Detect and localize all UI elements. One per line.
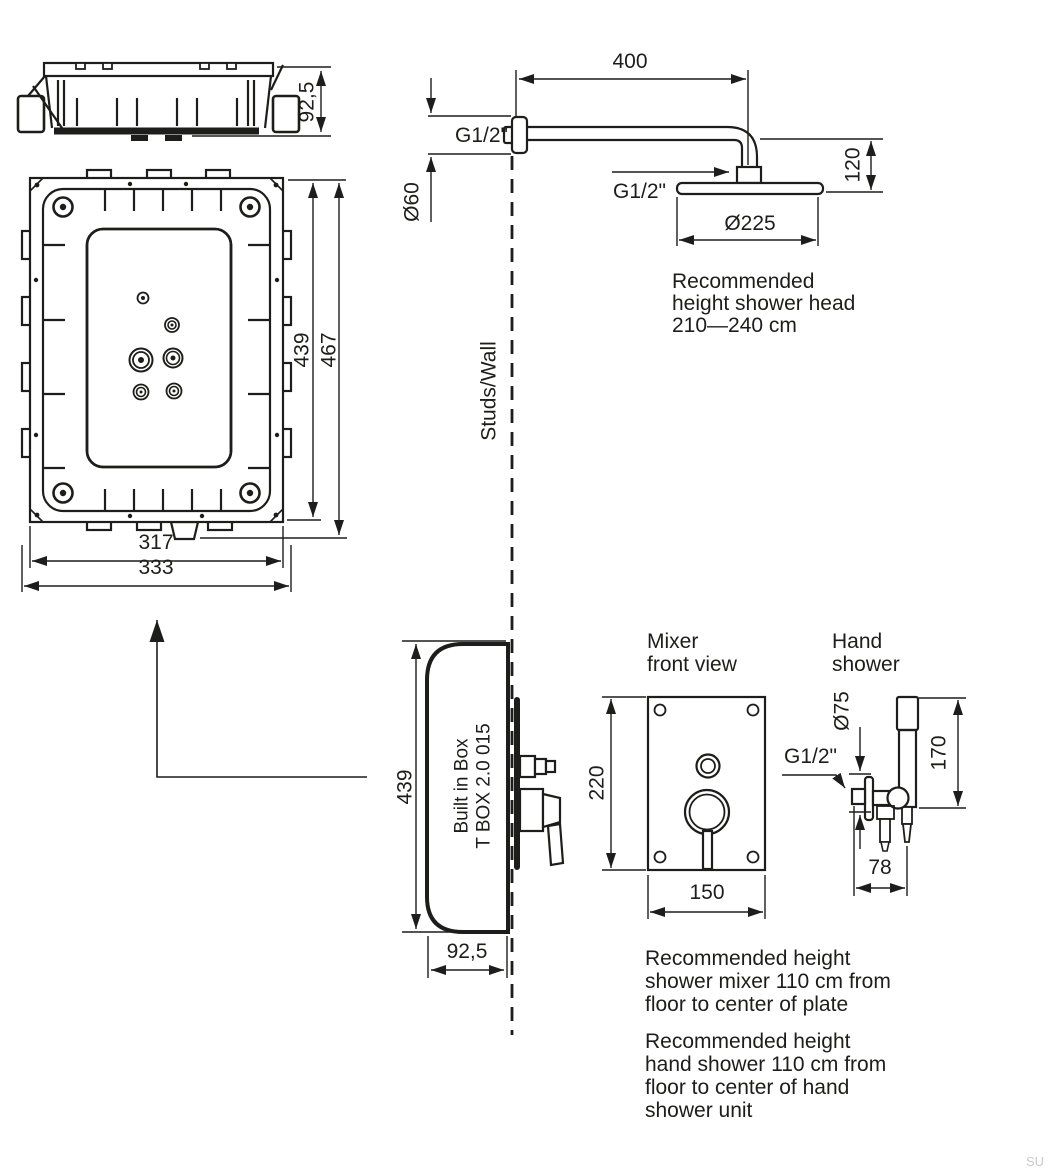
box-label-line1: Built in Box bbox=[451, 738, 473, 834]
mixer-handle-ring bbox=[685, 790, 729, 834]
bottom-connector bbox=[171, 522, 198, 539]
lever-side bbox=[548, 824, 563, 865]
watermark: SU bbox=[1025, 1154, 1044, 1169]
front-view-leader-arrow bbox=[157, 620, 367, 777]
note-line: floor to center of hand bbox=[645, 1076, 850, 1099]
thread-head-label: G1/2" bbox=[613, 180, 666, 203]
dim-offset: 78 bbox=[868, 856, 892, 879]
built-in-box-front-view bbox=[22, 170, 291, 539]
mixer-lever bbox=[703, 831, 712, 869]
hand-shower-inlet bbox=[903, 824, 911, 842]
dim-arm-length: 400 bbox=[612, 50, 648, 73]
head-connector-nut bbox=[737, 167, 761, 183]
dim-flange-diameter: Ø60 bbox=[400, 182, 424, 222]
dim-mixer-plate-width: 150 bbox=[689, 881, 725, 904]
thread-outlet-label: G1/2" bbox=[784, 745, 837, 768]
diverter-button bbox=[697, 755, 720, 778]
dim-total-width: 333 bbox=[138, 556, 174, 579]
dim-box-height: 439 bbox=[393, 769, 417, 805]
note-line: Recommended height bbox=[645, 1030, 851, 1053]
hand-shower-drawing bbox=[832, 630, 918, 851]
mixer-title-line2: front view bbox=[647, 653, 737, 676]
holder-wall-plate bbox=[865, 777, 873, 820]
note-line: shower unit bbox=[645, 1099, 753, 1122]
note-line: 210—240 cm bbox=[672, 314, 797, 337]
head-shower-note bbox=[672, 270, 855, 337]
dim-plate-height: 439 bbox=[290, 332, 314, 368]
dim-plate-width: 317 bbox=[138, 531, 174, 554]
note-line: Recommended bbox=[672, 270, 815, 293]
dim-top-view-depth: 92,5 bbox=[295, 81, 319, 123]
top-view-depth-dimension bbox=[192, 67, 331, 136]
left-lug bbox=[18, 96, 44, 132]
hand-shower-height-note bbox=[645, 1030, 886, 1122]
wall-label: Studs/Wall bbox=[477, 341, 501, 441]
note-line: hand shower 110 cm from bbox=[645, 1053, 887, 1076]
note-line: shower mixer 110 cm from bbox=[645, 970, 891, 993]
diverter-valve-side bbox=[520, 756, 555, 777]
supply-stub bbox=[852, 789, 865, 804]
dim-total-height: 467 bbox=[317, 332, 341, 368]
shower-head-disc bbox=[677, 183, 823, 194]
box-label-line2: T BOX 2.0 015 bbox=[473, 723, 495, 849]
mixer-front-view bbox=[647, 630, 765, 870]
hand-shower-title-line2: shower bbox=[832, 653, 900, 676]
dim-head-drop: 120 bbox=[841, 147, 865, 183]
dim-holder-diameter: Ø75 bbox=[830, 691, 854, 731]
built-in-box-side-view bbox=[427, 644, 563, 932]
note-line: height shower head bbox=[672, 292, 856, 315]
built-in-box-top-view bbox=[18, 63, 299, 141]
mixer-title-line1: Mixer bbox=[647, 630, 699, 653]
dim-mixer-plate-height: 220 bbox=[585, 765, 609, 801]
dim-head-diameter: Ø225 bbox=[724, 212, 776, 235]
dim-unit-height: 170 bbox=[927, 735, 951, 771]
trim-plate-side bbox=[514, 697, 520, 870]
shower-arm-inner bbox=[527, 140, 742, 167]
thread-wall-label: G1/2" bbox=[455, 124, 508, 147]
mixer-valve-side bbox=[520, 789, 563, 865]
hose-connector bbox=[880, 819, 890, 842]
arm-flange bbox=[512, 117, 527, 153]
dim-box-depth: 92,5 bbox=[446, 940, 488, 963]
hand-shower-head bbox=[897, 697, 918, 730]
hose-nut bbox=[877, 806, 894, 819]
note-line: floor to center of plate bbox=[645, 993, 849, 1016]
mixer-height-note bbox=[645, 947, 891, 1016]
note-line: Recommended height bbox=[645, 947, 851, 970]
hand-shower-title-line1: Hand bbox=[832, 630, 883, 653]
shower-arm-outer bbox=[527, 127, 757, 167]
head-shower-dimensions bbox=[401, 50, 884, 246]
